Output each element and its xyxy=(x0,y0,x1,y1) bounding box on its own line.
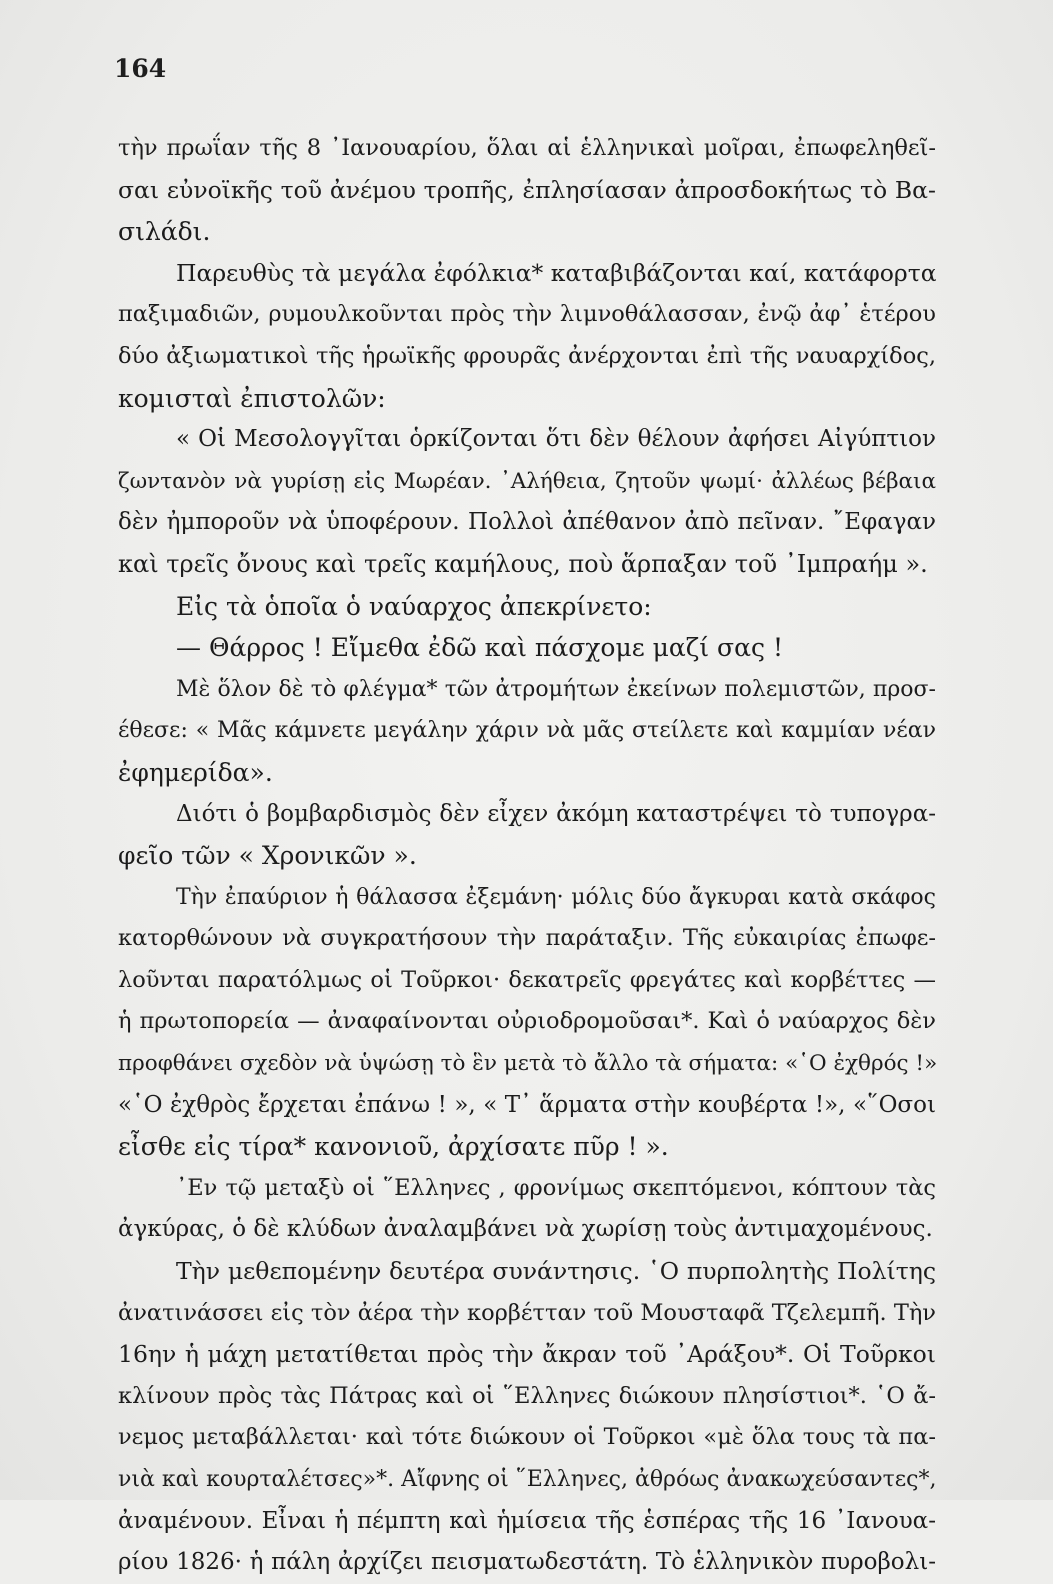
text-line: νιὰ καὶ κουρταλέτσες»*. Αἴφνης οἱ ῞Ελληνες, ἀθρόως ἀνακωχεύσαντες*, xyxy=(118,1467,937,1492)
text-line: — Θάρρος ! Εἴμεθα ἐδῶ καὶ πάσχομε μαζί σας ! xyxy=(176,633,783,663)
text-line: Τὴν μεθεπομένην δευτέρα συνάντησις. ῾Ο πυρπολητὴς Πολίτης xyxy=(176,1257,936,1286)
text-line: δὲν ἠμποροῦν νὰ ὑποφέρουν. Πολλοὶ ἀπέθανον ἀπὸ πεῖναν. ῎Εφαγαν xyxy=(118,509,936,536)
text-line: καὶ τρεῖς ὄνους καὶ τρεῖς καμήλους, ποὺ ἅρπαξαν τοῦ ᾿Ιμπραήμ ». xyxy=(118,549,928,578)
text-line: ζωντανὸν νὰ γυρίσῃ εἰς Μωρέαν. ᾿Αλήθεια, ζητοῦν ψωμί· ἀλλέως βέβαια xyxy=(118,468,936,494)
text-line: παξιμαδιῶν, ρυμουλκοῦνται πρὸς τὴν λιμνοθάλασσαν, ἐνῷ ἀφ᾿ ἑτέρου xyxy=(118,301,936,328)
text-line: ἀγκύρας, ὁ δὲ κλύδων ἀναλαμβάνει νὰ χωρίσῃ τοὺς ἀντιμαχομένους. xyxy=(118,1216,933,1243)
text-line: «῾Ο ἐχθρὸς ἔρχεται ἐπάνω ! », « Τ᾿ ἅρματα στὴν κουβέρτα !», «῞Οσοι xyxy=(118,1091,936,1118)
text-line: Μὲ ὅλον δὲ τὸ φλέγμα* τῶν ἀτρομήτων ἐκείνων πολεμιστῶν, προσ- xyxy=(176,676,936,702)
text-line: φεῖο τῶν « Χρονικῶν ». xyxy=(118,841,417,871)
text-line: ᾿Εν τῷ μεταξὺ οἱ ῞Ελληνες , φρονίμως σκεπτόμενοι, κόπτουν τὰς xyxy=(176,1174,936,1201)
text-line: ἀνατινάσσει εἰς τὸν ἀέρα τὴν κορβέτταν τοῦ Μουσταφᾶ Τζελεμπῆ. Τὴν xyxy=(118,1299,936,1326)
text-line: κατορθώνουν νὰ συγκρατήσουν τὴν παράταξιν. Τῆς εὐκαιρίας ἐπωφε- xyxy=(118,925,936,952)
text-line: ρίου 1826· ἡ πάλη ἀρχίζει πεισματωδεστάτη. Τὸ ἑλληνικὸν πυροβολι- xyxy=(118,1549,936,1576)
text-line: σαι εὐνοϊκῆς τοῦ ἀνέμου τροπῆς, ἐπλησίασαν ἀπροσδοκήτως τὸ Βα- xyxy=(118,175,936,204)
text-line: Εἰς τὰ ὁποῖα ὁ ναύαρχος ἀπεκρίνετο: xyxy=(176,591,652,621)
text-line: προφθάνει σχεδὸν νὰ ὑψώσῃ τὸ ἓν μετὰ τὸ ἄλλο τὰ σήματα: «῾Ο ἐχθρός !» xyxy=(118,1051,938,1077)
text-line: κομισταὶ ἐπιστολῶν: xyxy=(118,383,386,413)
page-number: 164 xyxy=(114,54,167,83)
text-line: « Οἱ Μεσολογγῖται ὁρκίζονται ὅτι δὲν θέλουν ἀφήσει Αἰγύπτιον xyxy=(176,426,936,453)
text-line: 16ην ἡ μάχη μετατίθεται πρὸς τὴν ἄκραν τοῦ ᾿Αράξου*. Οἱ Τοῦρκοι xyxy=(118,1340,936,1369)
text-line: έθεσε: « Μᾶς κάμνετε μεγάλην χάριν νὰ μᾶς στείλετε καὶ καμμίαν νέαν xyxy=(118,718,936,744)
text-line: τὴν πρωΐαν τῆς 8 ᾿Ιανουαρίου, ὅλαι αἱ ἑλληνικαὶ μοῖραι, ἐπωφεληθεῖ- xyxy=(118,135,936,161)
text-line: λοῦνται παρατόλμως οἱ Τοῦρκοι· δεκατρεῖς φρεγάτες καὶ κορβέττες — xyxy=(118,966,936,993)
text-line: ἡ πρωτοπορεία — ἀναφαίνονται οὐριοδρομοῦσαι*. Καὶ ὁ ναύαρχος δὲν xyxy=(118,1008,936,1035)
text-line: ἀναμένουν. Εἶναι ἡ πέμπτη καὶ ἡμίσεια τῆς ἑσπέρας τῆς 16 ᾿Ιανουα- xyxy=(118,1507,936,1534)
text-line: Τὴν ἐπαύριον ἡ θάλασσα ἐξεμάνη· μόλις δύο ἄγκυραι κατὰ σκάφος xyxy=(176,884,936,910)
body-text xyxy=(118,128,936,1584)
text-line: εἶσθε εἰς τίρα* κανονιοῦ, ἀρχίσατε πῦρ ! ». xyxy=(118,1132,669,1162)
text-line: νεμος μεταβάλλεται· καὶ τότε διώκουν οἱ Τοῦρκοι «μὲ ὅλα τους τὰ πα- xyxy=(118,1424,936,1451)
text-line: ἐφημερίδα». xyxy=(118,757,273,787)
text-line: κλίνουν πρὸς τὰς Πάτρας καὶ οἱ ῞Ελληνες διώκουν πλησίστιοι*. ῾Ο ἄ- xyxy=(118,1382,936,1409)
text-line: δύο ἀξιωματικοὶ τῆς ἡρωϊκῆς φρουρᾶς ἀνέρχονται ἐπὶ τῆς ναυαρχίδος, xyxy=(118,342,936,369)
text-line: Διότι ὁ βομβαρδισμὸς δὲν εἶχεν ἀκόμη καταστρέψει τὸ τυπογρα- xyxy=(176,800,936,827)
text-line: σιλάδι. xyxy=(118,217,211,247)
text-line: Παρευθὺς τὰ μεγάλα ἐφόλκια* καταβιβάζονται καί, κατάφορτα xyxy=(176,258,937,287)
